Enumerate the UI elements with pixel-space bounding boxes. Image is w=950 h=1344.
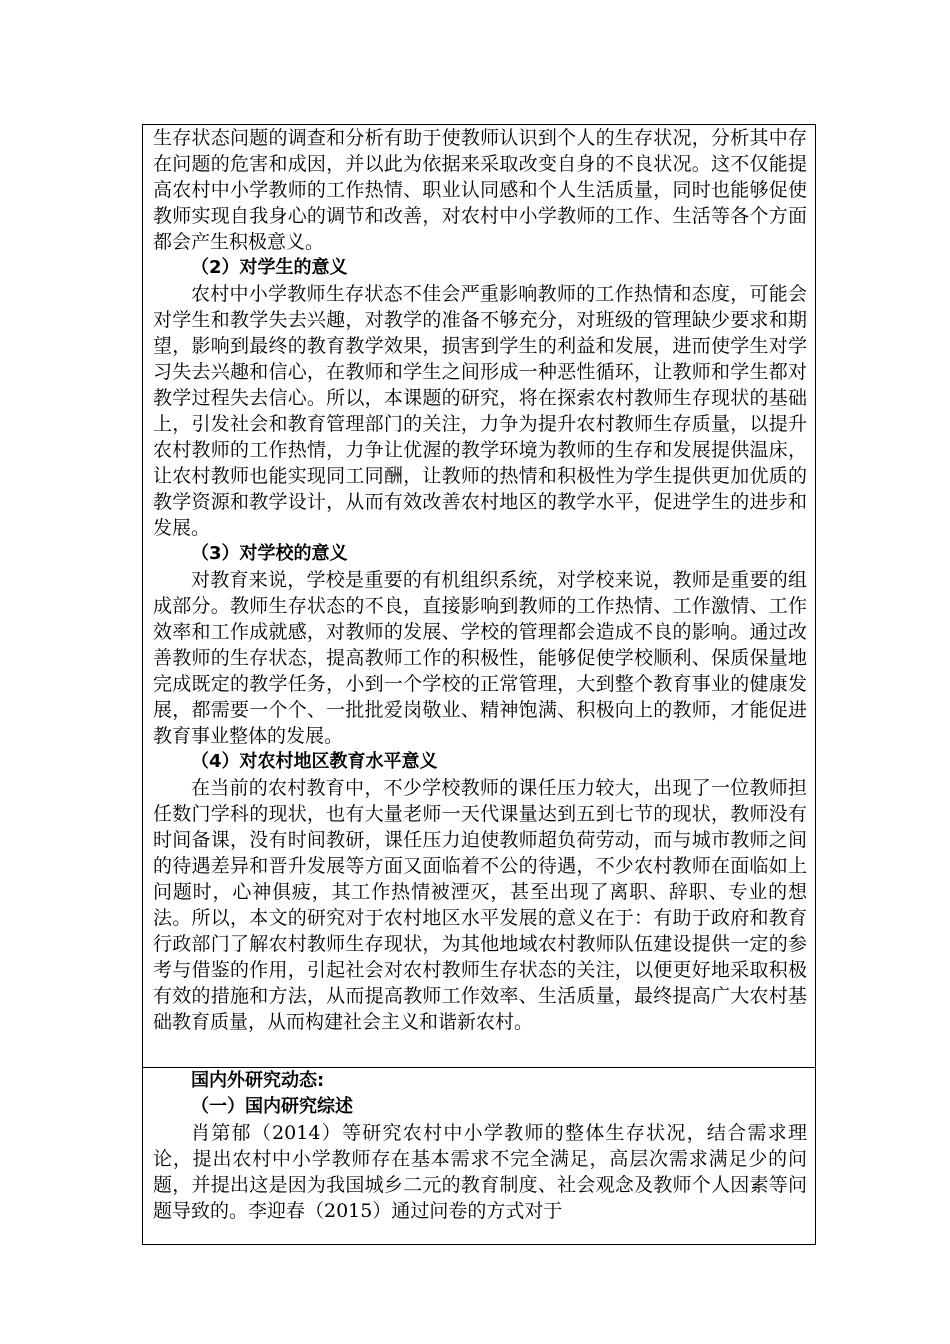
proposal-table [142,124,816,1245]
school-significance-paragraph: 对教育来说，学校是重要的有机组织系统，对学校来说，教师是重要的组成部分。教师生存状态的不良，直接影响到教师的工作热情、工作激情、工作效率和工作成就感，对教师的发展、学校的管理都会造成不良的影响。通过改善教师的生存状态，提高教师工作的积极性，能够促使学校顺利、保质保量地完成既定的教学任务，小到一个学校的正常管理，大到整个教育事业的健康发展，都需要一个个、一批批爱岗敬业、精神饱满、积极向上的教师，才能促进教育事业整体的发展。 [153,569,807,747]
student-significance-heading: （2）对学生的意义 [191,257,348,278]
domestic-review-paragraph: 肖第郁（2014）等研究农村中小学教师的整体生存状况，结合需求理论，提出农村中小学教师存在基本需求不完全满足，高层次需求满足少的问题，并提出这是因为我国城乡二元的教育制度、社会观念及教师个人因素等问题导致的。李迎春（2015）通过问卷的方式对于 [153,1122,807,1222]
research-status-title: 国内外研究动态: [191,1070,325,1091]
intro-paragraph: 生存状态问题的调查和分析有助于使教师认识到个人的生存状况，分析其中存在问题的危害和成因，并以此为依据来采取改变自身的不良状况。这不仅能提高农村中小学教师的工作热情、职业认同感和个人生活质量，同时也能够促使教师实现自我身心的调节和改善，对农村中小学教师的工作、生活等各个方面都会产生积极意义。 [153,127,807,253]
school-significance-heading: （3）对学校的意义 [191,543,348,564]
research-significance-cell [143,125,815,1068]
rural-education-significance-paragraph: 在当前的农村教育中，不少学校教师的课任压力较大，出现了一位教师担任数门学科的现状，也有大量老师一天代课量达到五到七节的现状，教师没有时间备课，没有时间教研，课任压力迫使教师超负荷劳动，而与城市教师之间的待遇差异和晋升发展等方面又面临着不公的待遇，不少农村教师在面临如上问题时，心神俱疲，其工作热情被湮灭，甚至出现了离职、辞职、专业的想法。所以，本文的研究对于农村地区水平发展的意义在于：有助于政府和教育行政部门了解农村教师生存现状，为其他地域农村教师队伍建设提供一定的参考与借鉴的作用，引起社会对农村教师生存状态的关注，以便更好地采取积极有效的措施和方法，从而提高教师工作效率、生活质量，最终提高广大农村基础教育质量，从而构建社会主义和谐新农村。 [153,777,807,1033]
rural-education-significance-heading: （4）对农村地区教育水平意义 [191,751,438,772]
research-status-cell [143,1068,815,1244]
student-significance-paragraph: 农村中小学教师生存状态不佳会严重影响教师的工作热情和态度，可能会对学生和教学失去兴趣，对教学的准备不够充分，对班级的管理缺少要求和期望，影响到最终的教育教学效果，损害到学生的利益和发展，进而使学生对学习失去兴趣和信心，在教师和学生之间形成一种恶性循环，让教师和学生都对教学过程失去信心。所以，本课题的研究，将在探索农村教师生存现状的基础上，引发社会和教育管理部门的关注，力争为提升农村教师生存质量，以提升农村教师的工作热情，力争让优渥的教学环境为教师的生存和发展提供温床，让农村教师也能实现同工同酬，让教师的热情和积极性为学生提供更加优质的教学资源和教学设计，从而有效改善农村地区的教学水平，促进学生的进步和发展。 [153,283,807,539]
domestic-review-heading: （一）国内研究综述 [191,1096,353,1117]
